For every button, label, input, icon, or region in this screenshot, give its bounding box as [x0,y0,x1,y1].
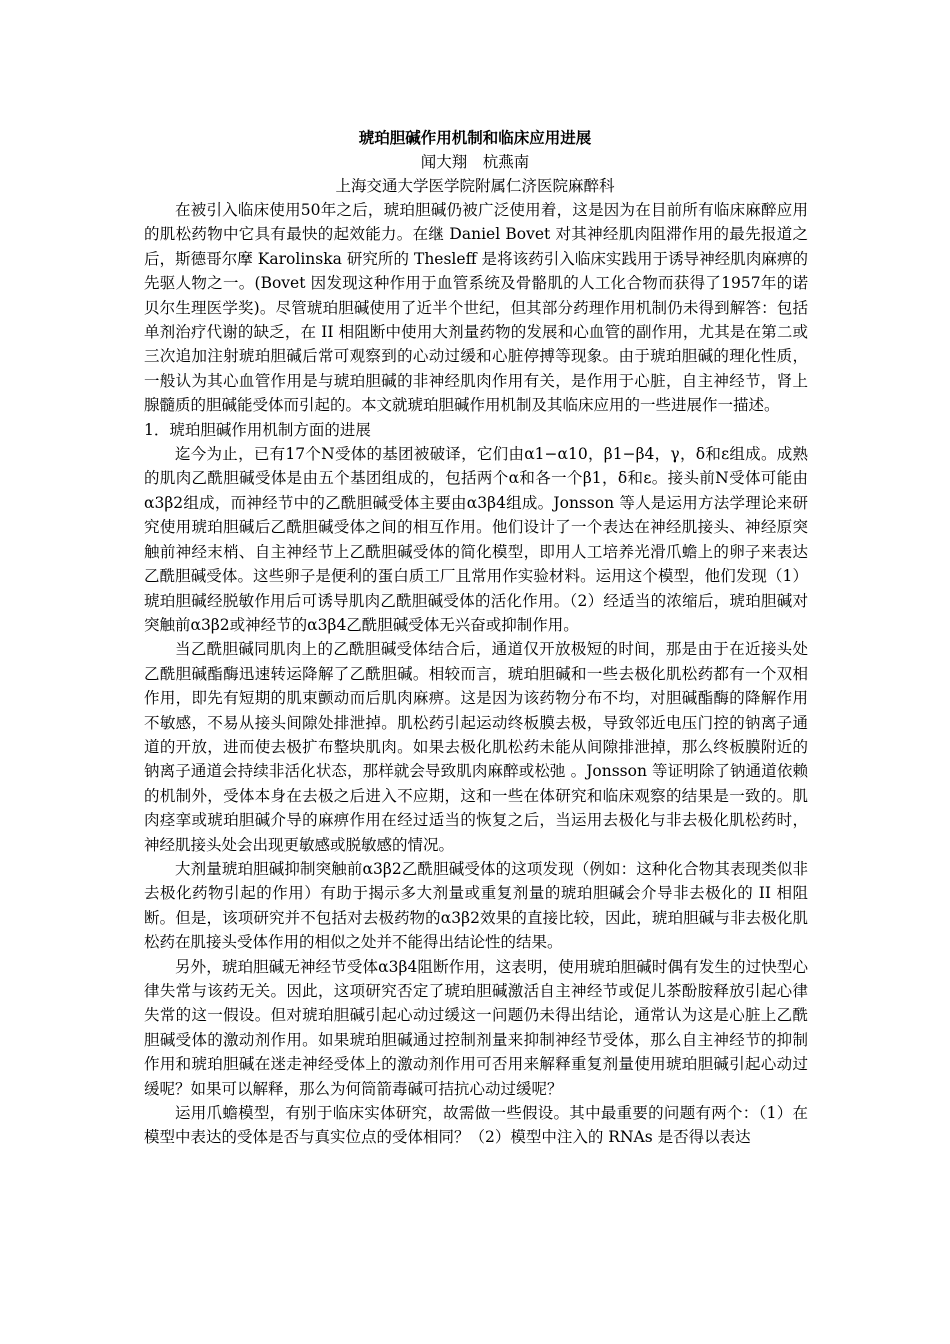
article-body [144,198,808,1150]
paragraph-model: 运用爪蟾模型，有别于临床实体研究，故需做一些假设。其中最重要的问题有两个：（1）在模型中表达的受体是否与真实位点的受体相同？（2）模型中注入的 RNAs 是否得以表达 [144,1104,808,1147]
article-affiliation: 上海交通大学医学院附属仁济医院麻醉科 [335,177,615,195]
paragraph-mechanism: 当乙酰胆碱同肌肉上的乙酰胆碱受体结合后，通道仅开放极短的时间，那是由于在近接头处乙酰胆碱酯酶迅速转运降解了乙酰胆碱。相较而言，琥珀胆碱和一些去极化肌松药都有一个双相作用，即先有短期的肌束颤动而后肌肉麻痹。这是因为该药物分布不均，对胆碱酯酶的降解作用不敏感，不易从接头间隙处排泄掉。肌松药引起运动终板膜去极，导致邻近电压门控的钠离子通道的开放，进而使去极扩布整块肌肉。如果去极化肌松药未能从间隙排泄掉，那么终板膜附近的钠离子通道会持续非活化状态，那样就会导致肌肉麻醉或松弛 。Jonsson 等证明除了钠通道依赖的机制外，受体本身在去极之后进入不应期，这和一些在体研究和临床观察的结果是一致的。肌肉痉挛或琥珀胆碱介导的麻痹作用在经过适当的恢复之后，当运用去极化与非去极化肌松药时，神经肌接头处会出现更敏感或脱敏感的情况。 [144,640,808,854]
paragraph-receptors: 迄今为止，已有17个N受体的基团被破译，它们由α1−α10，β1−β4，γ，δ和ε组成。成熟的肌肉乙酰胆碱受体是由五个基团组成的，包括两个α和各一个β1，δ和ε。接头前N受体可能由α3β2组成，而神经节中的乙酰胆碱受体主要由α3β4组成。Jonsson 等人是运用方法学理论来研究使用琥珀胆碱后乙酰胆碱受体之间的相互作用。他们设计了一个表达在神经肌接头、神经原突触前神经末梢、自主神经节上乙酰胆碱受体的简化模型，即用人工培养光滑爪蟾上的卵子来表达乙酰胆碱受体。这些卵子是便利的蛋白质工厂且常用作实验材料。运用这个模型，他们发现（1）琥珀胆碱经脱敏作用后可诱导肌肉乙酰胆碱受体的活化作用。（2）经适当的浓缩后，琥珀胆碱对突触前α3β2或神经节的α3β4乙酰胆碱受体无兴奋或抑制作用。 [144,445,808,634]
section-heading-1: 1．琥珀胆碱作用机制方面的进展 [144,420,371,439]
paragraph-cardiac: 另外，琥珀胆碱无神经节受体α3β4阻断作用，这表明，使用琥珀胆碱时偶有发生的过快型心律失常与该药无关。因此，这项研究否定了琥珀胆碱激活自主神经节或促儿茶酚胺释放引起心律失常的这一假设。但对琥珀胆碱引起心动过缓这一问题仍未得出结论，通常认为这是心脏上乙酰胆碱受体的激动剂作用。如果琥珀胆碱通过控制剂量来抑制神经节受体，那么自主神经节的抑制作用和琥珀胆碱在迷走神经受体上的激动剂作用可否用来解释重复剂量使用琥珀胆碱引起心动过缓呢？如果可以解释，那么为何筒箭毒碱可拮抗心动过缓呢？ [144,957,808,1098]
article-title: 琥珀胆碱作用机制和临床应用进展 [358,128,592,147]
paragraph-intro: 在被引入临床使用50年之后，琥珀胆碱仍被广泛使用着，这是因为在目前所有临床麻醉应用的肌松药物中它具有最快的起效能力。在继 Daniel Bovet 对其神经肌肉阻滞作用的最先报道之后，斯德哥尔摩 Karolinska 研究所的 Thesleff 是将该药引入临床实践用于诱导神经肌肉麻痹的先驱人物之一。(Bovet 因发现这种作用于血管系统及骨骼肌的人工化合物而获得了1957年的诺贝尔生理医学奖)。尽管琥珀胆碱使用了近半个世纪，但其部分药理作用机制仍未得到解答：包括单剂治疗代谢的缺乏，在 II 相阻断中使用大剂量药物的发展和心血管的副作用，尤其是在第二或三次追加注射琥珀胆碱后常可观察到的心动过缓和心脏停搏等现象。由于琥珀胆碱的理化性质，一般认为其心血管作用是与琥珀胆碱的非神经肌肉作用有关，是作用于心脏，自主神经节，肾上腺髓质的胆碱能受体而引起的。本文就琥珀胆碱作用机制及其临床应用的一些进展作一描述。 [144,201,808,415]
article-authors: 闻大翔 杭燕南 [420,153,530,171]
paragraph-phase-ii: 大剂量琥珀胆碱抑制突触前α3β2乙酰胆碱受体的这项发现（例如：这种化合物其表现类似非去极化药物引起的作用）有助于揭示多大剂量或重复剂量的琥珀胆碱会介导非去极化的 II 相阻断。但是，该项研究并不包括对去极药物的α3β2效果的直接比较，因此，琥珀胆碱与非去极化肌松药在肌接头受体作用的相似之处并不能得出结论性的结果。 [144,859,808,952]
